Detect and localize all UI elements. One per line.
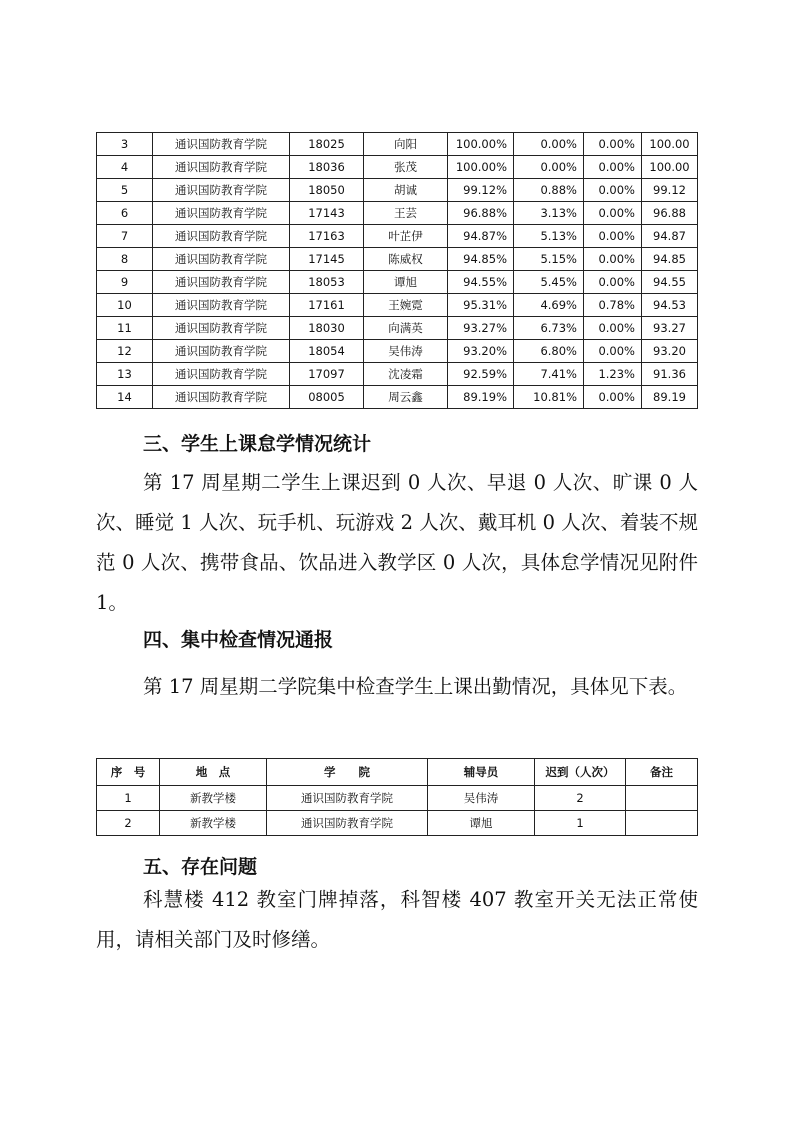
cell-score: 100.00 [642,156,698,179]
cell-name: 张茂 [364,156,448,179]
cell-rank: 9 [97,271,153,294]
cell-name: 王婉霓 [364,294,448,317]
cell-class: 17163 [290,225,364,248]
cell-absence: 5.15% [514,248,584,271]
cell-remark [626,786,698,811]
cell-rank: 3 [97,133,153,156]
cell-rank: 7 [97,225,153,248]
cell-college: 通识国防教育学院 [153,317,290,340]
cell-score: 94.53 [642,294,698,317]
cell-class: 18054 [290,340,364,363]
header-counselor: 辅导员 [428,759,535,786]
cell-absence: 4.69% [514,294,584,317]
cell-class: 18025 [290,133,364,156]
table-row [97,386,698,409]
cell-attendance: 92.59% [448,363,514,386]
cell-score: 94.55 [642,271,698,294]
cell-class: 17145 [290,248,364,271]
cell-class: 18050 [290,179,364,202]
cell-remark [626,811,698,836]
section3-heading: 三、学生上课怠学情况统计 [143,433,372,455]
cell-late: 1 [535,811,626,836]
cell-rank: 6 [97,202,153,225]
cell-college: 通识国防教育学院 [267,786,428,811]
section4-body: 第 17 周星期二学院集中检查学生上课出勤情况，具体见下表。 [143,675,688,698]
cell-attendance: 96.88% [448,202,514,225]
cell-late-rate: 0.00% [584,179,642,202]
cell-late-rate: 0.00% [584,386,642,409]
section3-body: 第 17 周星期二学生上课迟到 0 人次、早退 0 人次、旷课 0 人次、睡觉 1 人次、玩手机、玩游戏 2 人次、戴耳机 0 人次、着装不规范 0 人次、携带食品、饮品进入教学区 0 人次，具体怠学情况见附件 1。 [96,471,698,614]
cell-name: 谭旭 [364,271,448,294]
cell-college: 通识国防教育学院 [153,156,290,179]
cell-score: 93.20 [642,340,698,363]
cell-counselor: 谭旭 [428,811,535,836]
table-row [97,156,698,179]
cell-class: 18053 [290,271,364,294]
cell-score: 100.00 [642,133,698,156]
cell-absence: 7.41% [514,363,584,386]
cell-rank: 4 [97,156,153,179]
cell-late-rate: 0.00% [584,271,642,294]
cell-no: 1 [97,786,160,811]
table-row [97,248,698,271]
cell-score: 89.19 [642,386,698,409]
cell-absence: 5.45% [514,271,584,294]
cell-class: 08005 [290,386,364,409]
cell-attendance: 100.00% [448,156,514,179]
table-row [97,811,698,836]
table-row [97,786,698,811]
cell-late-rate: 0.00% [584,133,642,156]
cell-name: 王芸 [364,202,448,225]
cell-absence: 0.00% [514,156,584,179]
cell-rank: 14 [97,386,153,409]
cell-class: 18030 [290,317,364,340]
table-row [97,294,698,317]
cell-college: 通识国防教育学院 [153,294,290,317]
attendance-ranking-table [96,132,698,409]
cell-name: 叶芷伊 [364,225,448,248]
cell-absence: 5.13% [514,225,584,248]
cell-rank: 5 [97,179,153,202]
cell-name: 向满英 [364,317,448,340]
cell-location: 新教学楼 [160,786,267,811]
cell-late-rate: 0.00% [584,202,642,225]
section5-body: 科慧楼 412 教室门牌掉落，科智楼 407 教室开关无法正常使用，请相关部门及时修缮。 [96,888,698,951]
cell-college: 通识国防教育学院 [153,340,290,363]
cell-attendance: 93.20% [448,340,514,363]
cell-college: 通识国防教育学院 [153,202,290,225]
cell-score: 96.88 [642,202,698,225]
cell-score: 91.36 [642,363,698,386]
table-row [97,363,698,386]
cell-late-rate: 0.00% [584,317,642,340]
cell-college: 通识国防教育学院 [153,363,290,386]
cell-absence: 0.88% [514,179,584,202]
cell-attendance: 99.12% [448,179,514,202]
cell-rank: 11 [97,317,153,340]
cell-college: 通识国防教育学院 [153,386,290,409]
cell-name: 向阳 [364,133,448,156]
header-location: 地 点 [160,759,267,786]
cell-score: 94.87 [642,225,698,248]
cell-attendance: 94.85% [448,248,514,271]
cell-score: 93.27 [642,317,698,340]
cell-class: 17143 [290,202,364,225]
cell-location: 新教学楼 [160,811,267,836]
cell-name: 吴伟涛 [364,340,448,363]
cell-name: 沈凌霜 [364,363,448,386]
cell-rank: 13 [97,363,153,386]
cell-attendance: 93.27% [448,317,514,340]
cell-late-rate: 0.00% [584,340,642,363]
cell-attendance: 95.31% [448,294,514,317]
cell-late-rate: 1.23% [584,363,642,386]
cell-absence: 6.80% [514,340,584,363]
cell-name: 周云鑫 [364,386,448,409]
cell-rank: 10 [97,294,153,317]
cell-late-rate: 0.00% [584,248,642,271]
cell-name: 陈威权 [364,248,448,271]
cell-late-rate: 0.00% [584,225,642,248]
cell-rank: 8 [97,248,153,271]
cell-college: 通识国防教育学院 [267,811,428,836]
cell-late-rate: 0.78% [584,294,642,317]
cell-absence: 0.00% [514,133,584,156]
table-row [97,271,698,294]
cell-college: 通识国防教育学院 [153,179,290,202]
cell-attendance: 94.87% [448,225,514,248]
header-no: 序 号 [97,759,160,786]
cell-absence: 10.81% [514,386,584,409]
cell-class: 17097 [290,363,364,386]
inspection-header-row [97,759,698,786]
cell-counselor: 吴伟涛 [428,786,535,811]
cell-attendance: 100.00% [448,133,514,156]
cell-absence: 6.73% [514,317,584,340]
cell-score: 99.12 [642,179,698,202]
header-late: 迟到（人次） [535,759,626,786]
table-row [97,225,698,248]
section4-heading: 四、集中检查情况通报 [143,629,334,651]
cell-rank: 12 [97,340,153,363]
cell-absence: 3.13% [514,202,584,225]
cell-late: 2 [535,786,626,811]
cell-class: 18036 [290,156,364,179]
cell-no: 2 [97,811,160,836]
cell-college: 通识国防教育学院 [153,271,290,294]
table-row [97,340,698,363]
section5-heading: 五、存在问题 [143,856,258,878]
cell-attendance: 94.55% [448,271,514,294]
table-row [97,317,698,340]
table-row [97,179,698,202]
cell-college: 通识国防教育学院 [153,248,290,271]
cell-college: 通识国防教育学院 [153,133,290,156]
cell-score: 94.85 [642,248,698,271]
cell-college: 通识国防教育学院 [153,225,290,248]
table-row [97,202,698,225]
table-row [97,133,698,156]
cell-class: 17161 [290,294,364,317]
cell-attendance: 89.19% [448,386,514,409]
header-remark: 备注 [626,759,698,786]
cell-late-rate: 0.00% [584,156,642,179]
inspection-table [96,758,698,836]
header-college: 学 院 [267,759,428,786]
cell-name: 胡诚 [364,179,448,202]
